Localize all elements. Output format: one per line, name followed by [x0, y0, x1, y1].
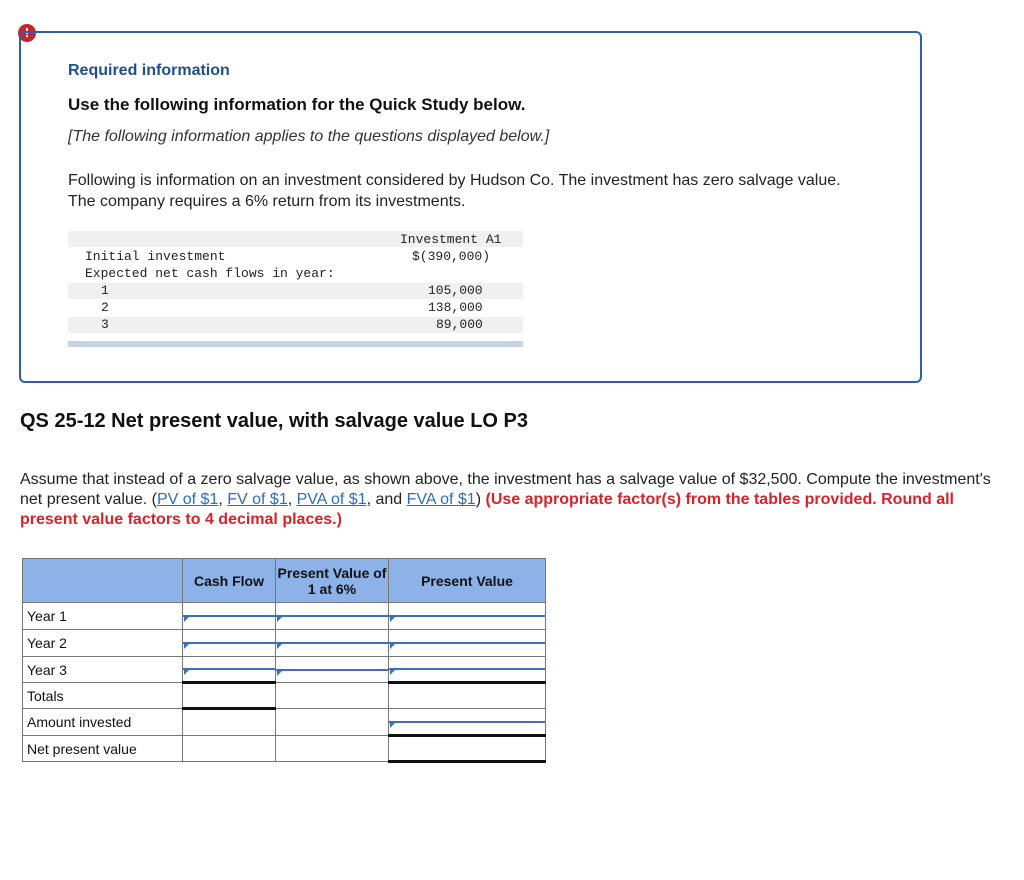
initial-investment-value: $(390,000) [412, 249, 491, 264]
pva-link[interactable]: PVA of $1 [296, 491, 367, 508]
required-info-heading: Required information [68, 62, 230, 79]
separator: , [287, 491, 297, 508]
cash-flow-value: 138,000 [428, 300, 483, 315]
fv-link[interactable]: FV of $1 [227, 491, 288, 508]
separator: , [218, 491, 228, 508]
table-bottom-bar [68, 341, 523, 347]
cash-flow-header: Cash Flow [183, 559, 276, 603]
pv-factor-input[interactable] [276, 669, 388, 671]
question-text [20, 470, 1000, 530]
fva-link[interactable]: FVA of $1 [406, 491, 476, 508]
cash-flow-input[interactable] [183, 642, 275, 644]
investment-header: Investment A1 [400, 232, 502, 247]
year-label: 3 [101, 317, 109, 332]
alert-icon: ! [18, 24, 36, 42]
separator: ) [475, 491, 486, 508]
separator: , and [366, 491, 407, 508]
year-label: 1 [101, 283, 109, 298]
question-body: Assume that instead of a zero salvage value, as shown above, the investment has a salvage value of $32,500. Compute the investment's net present value. ( [20, 471, 991, 508]
cash-flow-input[interactable] [183, 615, 275, 617]
row-label: Totals [23, 683, 183, 709]
cash-flow-value: 105,000 [428, 283, 483, 298]
present-value-input[interactable] [389, 615, 545, 617]
cash-flow-value: 89,000 [436, 317, 483, 332]
amount-invested-input[interactable] [389, 721, 545, 723]
row-label: Net present value [23, 736, 183, 762]
row-label: Year 1 [23, 603, 183, 630]
npv-worksheet-table [22, 558, 546, 763]
row-label: Year 2 [23, 630, 183, 657]
present-value-header: Present Value [389, 559, 546, 603]
pv-factor-header: Present Value of 1 at 6% [276, 559, 389, 603]
quick-study-intro: Use the following information for the Quick Study below. [68, 95, 526, 114]
applies-note: [The following information applies to the questions displayed below.] [68, 128, 550, 145]
question-title: QS 25-12 Net present value, with salvage value LO P3 [20, 410, 528, 432]
investment-description: Following is information on an investment considered by Hudson Co. The investment has zero salvage value. The company requires a 6% return from its investments. [68, 172, 841, 210]
expected-cash-flows-label: Expected net cash flows in year: [85, 266, 335, 281]
row-label: Year 3 [23, 657, 183, 683]
row-label-header [23, 559, 183, 603]
rounding-instruction: (Use appropriate factor(s) from the tables provided. Round all present value factors to 4 decimal places.) [20, 491, 954, 528]
pv-link[interactable]: PV of $1 [156, 491, 219, 508]
pv-factor-input[interactable] [276, 642, 388, 644]
initial-investment-label: Initial investment [85, 249, 226, 264]
year-label: 2 [101, 300, 109, 315]
investment-data-table [68, 231, 523, 349]
cash-flow-input[interactable] [183, 668, 275, 670]
present-value-input[interactable] [389, 668, 545, 670]
row-label: Amount invested [23, 709, 183, 736]
present-value-input[interactable] [389, 642, 545, 644]
pv-factor-input[interactable] [276, 615, 388, 617]
